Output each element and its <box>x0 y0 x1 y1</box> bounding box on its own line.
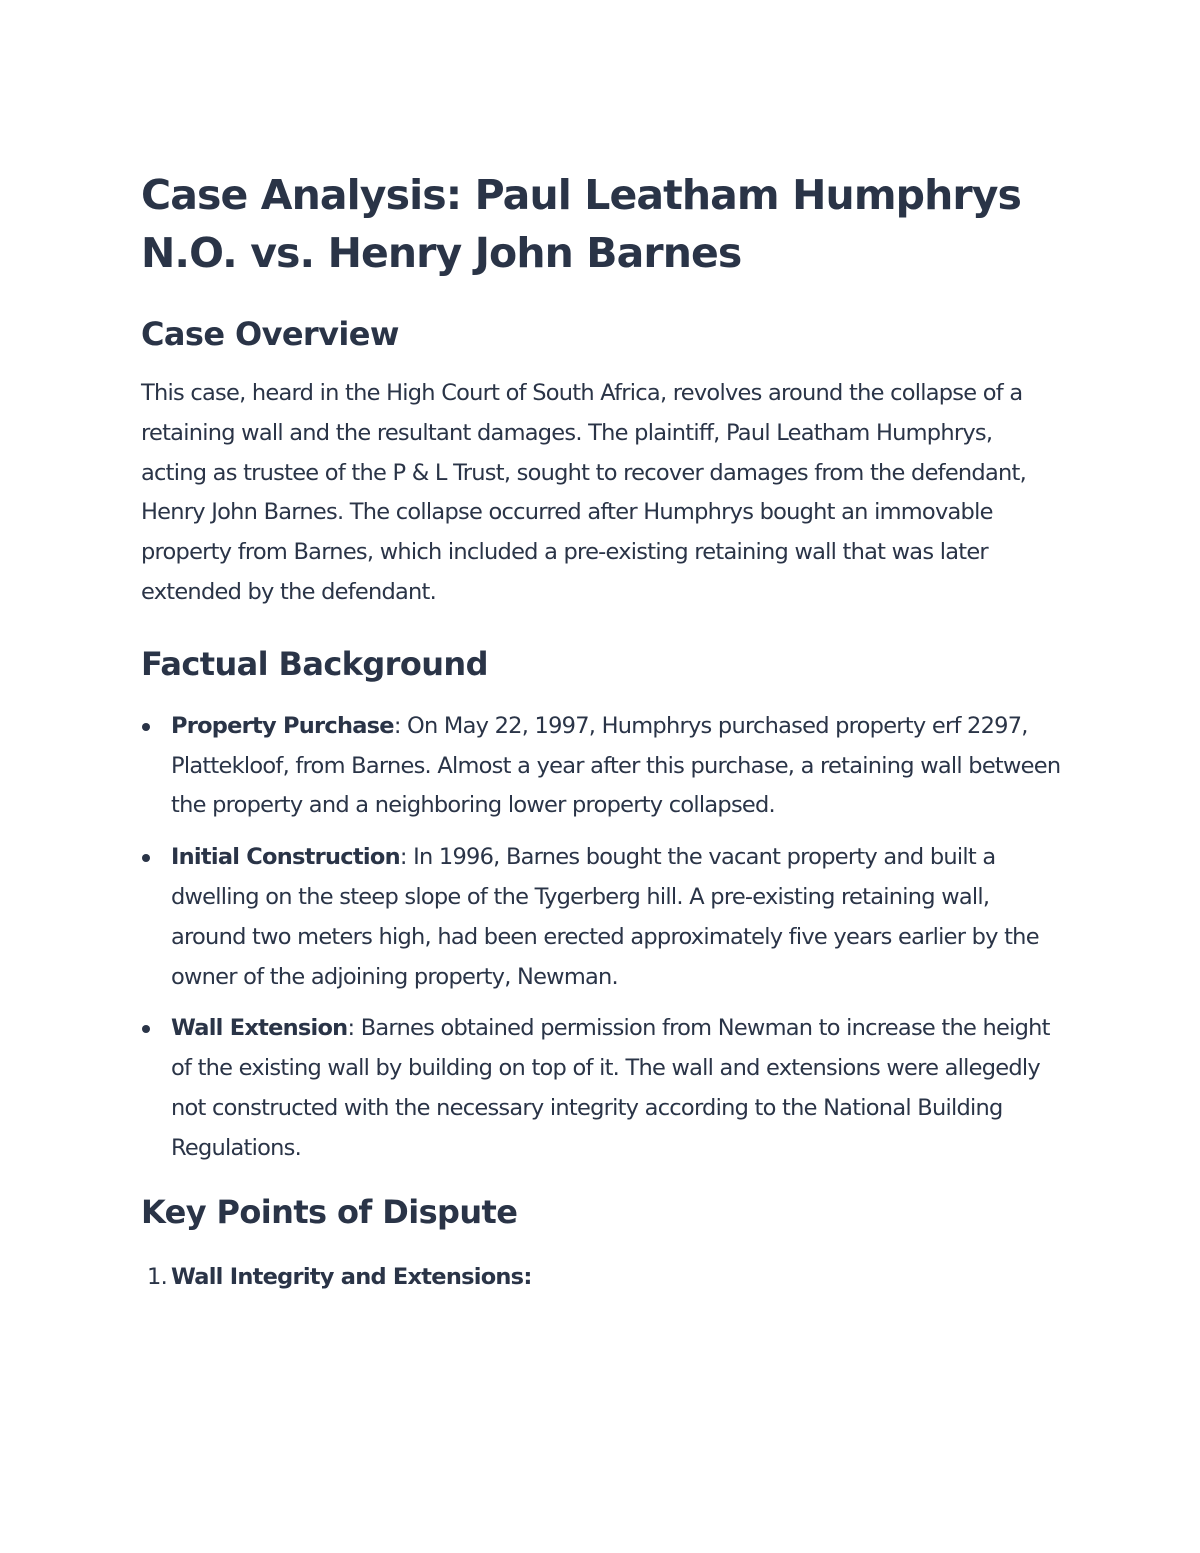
list-item-term: Initial Construction <box>171 844 400 871</box>
list-item <box>141 707 1061 826</box>
case-overview-heading: Case Overview <box>141 315 399 353</box>
list-item-term: Property Purchase <box>171 712 394 739</box>
list-item-number: 1. <box>147 1263 167 1290</box>
document-title: Case Analysis: Paul Leatham Humphrys N.O. vs. Henry John Barnes <box>141 171 1022 277</box>
document-page <box>141 166 1061 1297</box>
list-item <box>141 1009 1061 1168</box>
factual-background-list <box>141 707 1061 1169</box>
list-item-term: Wall Extension <box>171 1015 348 1042</box>
case-overview-paragraph: This case, heard in the High Court of South Africa, revolves around the collapse of a retaining wall and the resultant damages. The plaintiff, Paul Leatham Humphrys, acting as trustee of the P & L Trust, sought to recover damages from the defendant, Henry John Barnes. The collapse occurred after Humphrys bought an immovable property from Barnes, which included a pre-existing retaining wall that was later extended by the defendant. <box>141 380 1026 605</box>
bullet-icon <box>142 1025 150 1033</box>
list-item-text: : On May 22, 1997, Humphrys purchased property erf 2297, Plattekloof, from Barnes. Almost a year after this purchase, a retaining wall between the property and a neighboring lower property collapsed. <box>171 712 1061 819</box>
list-item <box>141 838 1061 997</box>
list-item <box>141 1258 1061 1298</box>
list-item-text: : In 1996, Barnes bought the vacant property and built a dwelling on the steep slope of the Tygerberg hill. A pre-existing retaining wall, around two meters high, had been erected approximately five years earlier by the owner of the adjoining property, Newman. <box>171 844 1039 990</box>
key-points-heading: Key Points of Dispute <box>141 1192 518 1231</box>
list-item-text: : Barnes obtained permission from Newman to increase the height of the existing wall by building on top of it. The wall and extensions were allegedly not constructed with the necessary integrity according to the National Building Regulations. <box>171 1015 1050 1161</box>
key-points-list <box>141 1258 1061 1298</box>
bullet-icon <box>142 723 150 731</box>
list-item-term: Wall Integrity and Extensions: <box>171 1263 532 1290</box>
factual-background-heading: Factual Background <box>141 644 488 683</box>
bullet-icon <box>142 854 150 862</box>
